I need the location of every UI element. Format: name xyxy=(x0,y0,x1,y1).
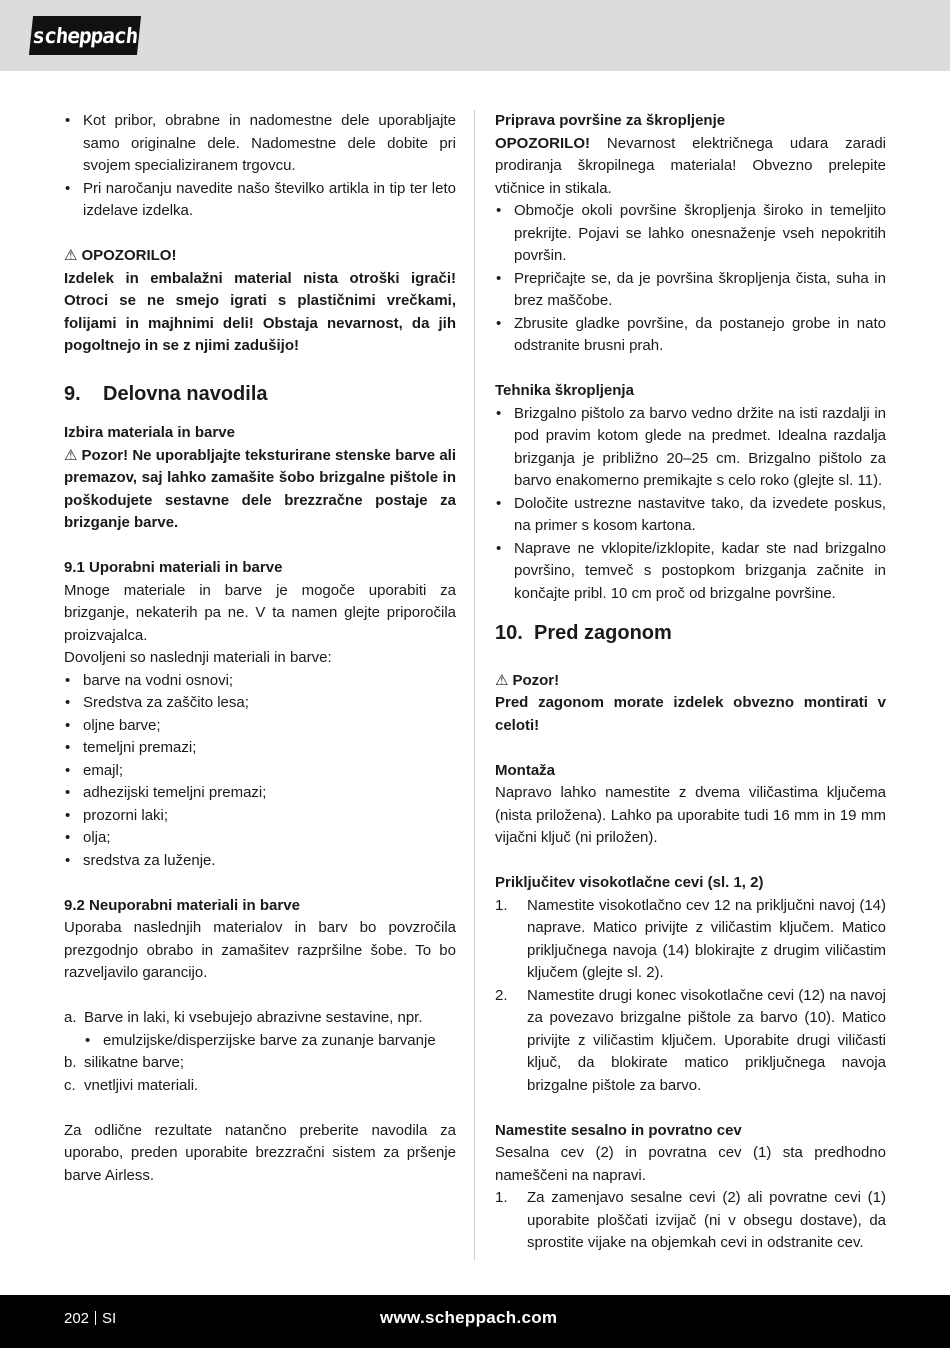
list-item: • Določite ustrezne nastavitve tako, da izvedete poskus, na primer s kosom kartona. xyxy=(495,493,886,538)
warning-heading xyxy=(64,245,456,268)
surface-prep-list xyxy=(495,200,886,358)
step-text: Namestite visokotlačno cev 12 na priključni navoj (14) naprave. Matico privijte z viličastim ključem. Matico priključnega navoja (14) blokirajte z drugim viličastim ključem (glejte sl. 2). xyxy=(527,896,886,981)
list-item xyxy=(495,1187,886,1255)
step-text: Za zamenjavo sesalne cevi (2) ali povratne cevi (1) uporabite ploščati izvijač (ni v obsegu dostave), da sprostite vijake na objemkah cevi in odstranite cev. xyxy=(527,1189,886,1251)
item-label: b. xyxy=(64,1054,77,1071)
step-text: Namestite drugi konec visokotlačne cevi (12) na navoj za povezavo brizgalne pištole za barvo (10). Matico privijte z viličastim ključem. Uporabite drugi viličasti ključ, da blokirate matico priključnega navoja brizgalne pištole za barvo. xyxy=(527,986,886,1094)
header-bar xyxy=(0,0,950,71)
subsection-9-1-heading: 9.1 Uporabni materiali in barve xyxy=(64,559,283,576)
list-item: • Prepričajte se, da je površina škropljenja čista, suha in brez maščobe. xyxy=(495,268,886,313)
warning-title: OPOZORILO! xyxy=(81,247,177,264)
left-column xyxy=(64,110,456,1187)
item-text: vnetljivi materiali. xyxy=(84,1076,199,1094)
list-item: • emajl; xyxy=(64,760,456,783)
list-item xyxy=(64,1007,456,1030)
list-item: • adhezijski temeljni premazi; xyxy=(64,782,456,805)
list-item: • prozorni laki; xyxy=(64,805,456,828)
item-text: Barve in laki, ki vsebujejo abrazivne sestavine, npr. xyxy=(84,1009,423,1026)
caution-label: Pozor! xyxy=(81,446,129,464)
materials-heading: Izbira materiala in barve xyxy=(64,424,235,441)
caution-heading xyxy=(495,670,886,693)
list-item: • barve na vodni osnovi; xyxy=(64,670,456,693)
warning-icon: ⚠ xyxy=(64,247,78,264)
list-item: • Območje okoli površine škropljenja široko in temeljito prekrijte. Pojavi se lahko onesnaženje vseh nepokritih površin. xyxy=(495,200,886,268)
section-9-heading xyxy=(64,380,456,408)
assembly-heading: Montaža xyxy=(495,761,555,779)
section-10-heading xyxy=(495,619,886,647)
sub-bullet-list xyxy=(64,1030,456,1053)
spray-technique-list xyxy=(495,403,886,606)
suction-hose-heading: Namestite sesalno in povratno cev xyxy=(495,1121,742,1139)
surface-prep-heading: Priprava površine za škropljenje xyxy=(495,112,726,129)
page-number-value: 202 xyxy=(64,1310,90,1327)
step-number: 1. xyxy=(495,896,508,914)
subsection-9-2-text: Uporaba naslednjih materialov in barv bo povzročila prezgodnjo obrabo in zamašitev razpršilne šobe. To bo razveljavilo garancijo. xyxy=(64,919,456,981)
list-item xyxy=(495,895,886,985)
intro-bullet-list xyxy=(64,110,456,223)
item-label: a. xyxy=(64,1009,77,1026)
subsection-9-1-text: Mnoge materiale in barve je mogoče uporabiti za brizganje, nekaterih pa ne. V ta namen glejte priporočila proizvajalca. xyxy=(64,581,456,644)
section-title: Pred zagonom xyxy=(534,622,672,644)
spray-technique-heading: Tehnika škropljenja xyxy=(495,382,634,399)
footer-separator xyxy=(95,1311,96,1325)
assembly-text: Napravo lahko namestite z dvema viličastima ključema (nista priložena). Lahko pa uporabite tudi 16 mm in 19 mm vijačni ključ (ni priložen). xyxy=(495,784,886,846)
list-item: • olja; xyxy=(64,827,456,850)
step-number: 2. xyxy=(495,986,508,1004)
page-number xyxy=(64,1310,116,1327)
list-item: • emulzijske/disperzijske barve za zunanje barvanje xyxy=(84,1030,456,1053)
warning-label: OPOZORILO! xyxy=(495,134,590,152)
list-item xyxy=(495,985,886,1098)
subsection-9-2-heading: 9.2 Neuporabni materiali in barve xyxy=(64,896,300,914)
surface-prep-warning xyxy=(495,133,886,201)
closing-paragraph: Za odlične rezultate natančno preberite navodila za uporabo, preden uporabite brezzračni sistem za pršenje barve Airless. xyxy=(64,1121,456,1184)
step-number: 1. xyxy=(495,1189,508,1206)
list-item: • Brizgalno pištolo za barvo vedno držite na isti razdalji in pod pravim kotom glede na predmet. Idealna razdalja brizganja je približno 20–25 cm. Brizgalno pištolo za barvo enakomerno premikajte s celo roko (glejte sl. 11). xyxy=(495,403,886,493)
hose-connection-steps xyxy=(495,895,886,1098)
item-label: c. xyxy=(64,1076,76,1094)
warning-icon: ⚠ xyxy=(495,671,509,689)
item-text: silikatne barve; xyxy=(84,1054,185,1071)
list-item: • Kot pribor, obrabne in nadomestne dele uporabljajte samo originalne dele. Nadomestne dele dobite pri svojem specializiranem trgovcu. xyxy=(64,110,456,178)
allowed-materials-list xyxy=(64,670,456,873)
list-item: • sredstva za luženje. xyxy=(64,850,456,873)
list-item xyxy=(64,1075,456,1098)
section-number: 9. xyxy=(64,383,81,405)
caution-text: Pred zagonom morate izdelek obvezno montirati v celoti! xyxy=(495,694,886,734)
allowed-materials-intro: Dovoljeni so naslednji materiali in barve: xyxy=(64,649,332,666)
list-item: • Zbrusite gladke površine, da postanejo grobe in nato odstranite brusni prah. xyxy=(495,313,886,358)
brand-logo: scheppach xyxy=(29,16,141,55)
caution-text: Ne uporabljajte teksturirane stenske barve ali premazov, saj lahko zamašite šobo brizgalne pištole in poškodujete sestavne dele brezzračne postaje za brizganje barve. xyxy=(64,446,457,531)
list-item: • Pri naročanju navedite našo številko artikla in tip ter leto izdelave izdelka. xyxy=(64,178,456,223)
column-divider xyxy=(474,110,475,1260)
list-item: • Naprave ne vklopite/izklopite, kadar ste nad brizgalno površino, temveč s postopkom brizganja začnite in končajte pribl. 10 cm proč od brizgalne površine. xyxy=(495,538,886,606)
caution-paragraph xyxy=(64,445,456,535)
language-code: SI xyxy=(102,1310,117,1327)
footer-bar xyxy=(0,1295,950,1348)
hose-connection-heading: Priključitev visokotlačne cevi (sl. 1, 2) xyxy=(495,874,764,891)
list-item: • temeljni premazi; xyxy=(64,737,456,760)
list-item: • oljne barve; xyxy=(64,715,456,738)
suction-hose-text: Sesalna cev (2) in povratna cev (1) sta predhodno nameščeni na napravi. xyxy=(495,1144,886,1184)
warning-icon: ⚠ xyxy=(64,446,78,464)
suction-hose-steps xyxy=(495,1187,886,1255)
warning-text: Izdelek in embalažni material nista otroški igrači! Otroci se ne smejo igrati s plastičnimi vrečkami, folijami in majhnimi deli! Obstaja nevarnost, da jih pogoltnejo in se z njimi zadušijo! xyxy=(64,269,456,354)
section-number: 10. xyxy=(495,622,523,644)
section-title: Delovna navodila xyxy=(103,383,268,405)
website-link[interactable]: www.scheppach.com xyxy=(380,1308,558,1327)
right-column xyxy=(495,110,886,1255)
list-item xyxy=(64,1052,456,1075)
list-item: • Sredstva za zaščito lesa; xyxy=(64,692,456,715)
warning-text: Nevarnost električnega udara zaradi prodiranja škropilnega materiala! Obvezno prelepite vtičnice in stikala. xyxy=(495,134,887,197)
caution-label: Pozor! xyxy=(512,671,560,689)
